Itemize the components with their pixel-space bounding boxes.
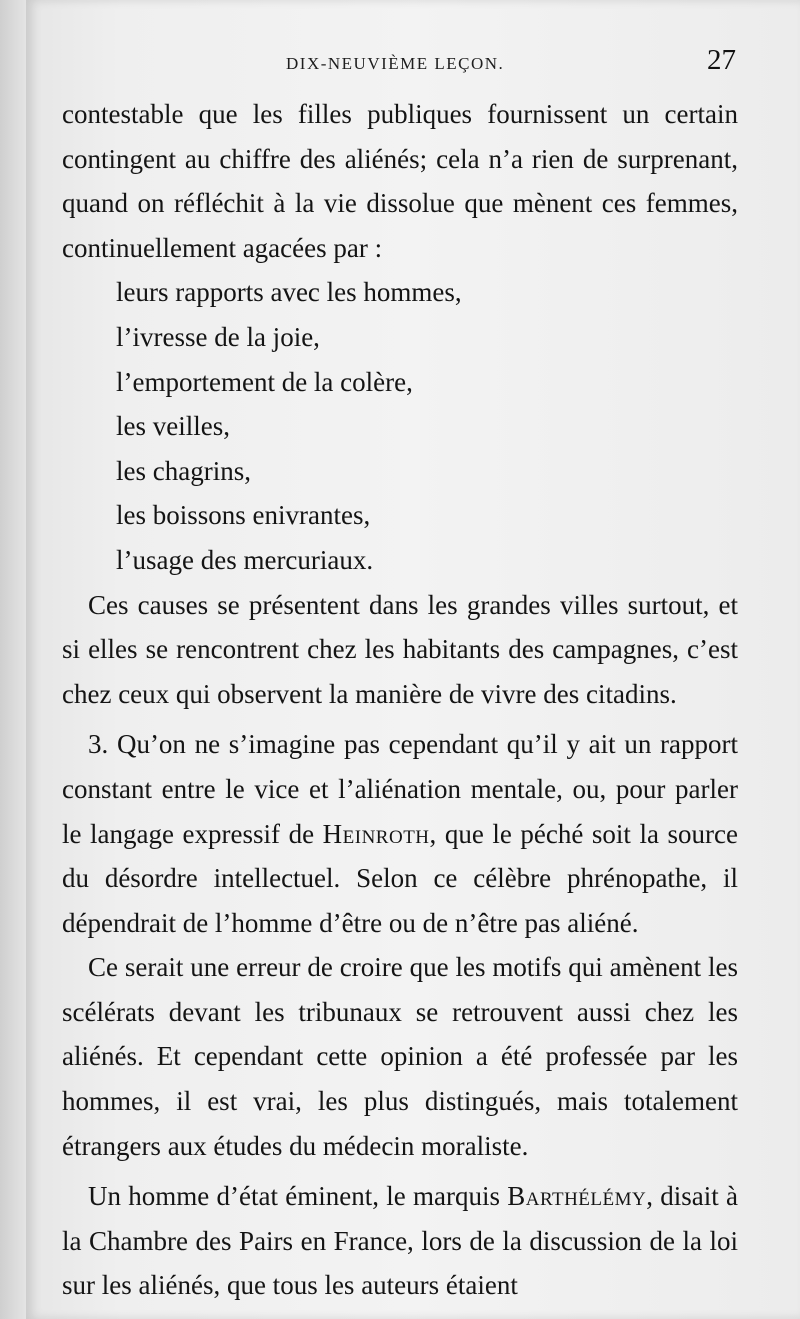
- list-item: leurs rapports avec les hommes,: [116, 277, 462, 308]
- page-edge: [0, 0, 26, 1319]
- paragraph-3-end: , que le péché soit la source du désordre intellectuel. Selon ce célèbre phrénopathe, il dépendrait de l’homme d’être ou de n’être pas aliéné.: [62, 818, 739, 938]
- list-item: l’ivresse de la joie,: [116, 321, 320, 352]
- list-item: les boissons enivrantes,: [116, 500, 371, 531]
- author-name-barthelemy: Barthélémy: [507, 1181, 647, 1212]
- running-title: DIX-NEUVIÈME LEÇON.: [286, 54, 505, 73]
- paragraph-3: [62, 722, 738, 945]
- paragraph-3-start: 3. Qu’on ne s’imagine pas cependant qu’il y ait un rapport constant entre le vice et l’aliénation mentale, ou, pour parler le langage expressif de: [62, 729, 738, 849]
- paragraph-5: [62, 1174, 738, 1308]
- paragraph-1: contestable que les filles publiques fournissent un certain contingent au chiffre des aliénés; cela n’a rien de surprenant, quand on réfléchit à la vie dissolue que mènent ces femmes, continuellement agacées par :: [62, 99, 738, 263]
- list-item: l’usage des mercuriaux.: [116, 544, 374, 575]
- list-item: les veilles,: [116, 411, 230, 442]
- list-item: l’emportement de la colère,: [116, 366, 413, 397]
- author-name-heinroth: Heinroth: [322, 818, 430, 849]
- page-number: 27: [707, 44, 736, 76]
- paragraph-5-start: Un homme d’état éminent, le marquis: [88, 1181, 508, 1212]
- causes-list: [62, 270, 738, 582]
- paragraph-2: Ces causes se présentent dans les grandes villes surtout, et si elles se rencontrent chez les habitants des campagnes, c’est chez ceux qui observent la manière de vivre des citadins.: [62, 589, 738, 709]
- page-header: [286, 44, 736, 78]
- body-text: [62, 92, 738, 1308]
- paragraph-5-end: , disait à la Chambre des Pairs en France, lors de la discussion de la loi sur les aliénés, que tous les auteurs étaient: [62, 1181, 739, 1301]
- list-item: les chagrins,: [116, 455, 251, 486]
- paragraph-4: Ce serait une erreur de croire que les motifs qui amènent les scélérats devant les tribunaux se retrouvent aussi chez les aliénés. Et cependant cette opinion a été professée par les hommes, il est vrai, les plus distingués, mais totalement étrangers aux études du médecin moraliste.: [62, 952, 738, 1161]
